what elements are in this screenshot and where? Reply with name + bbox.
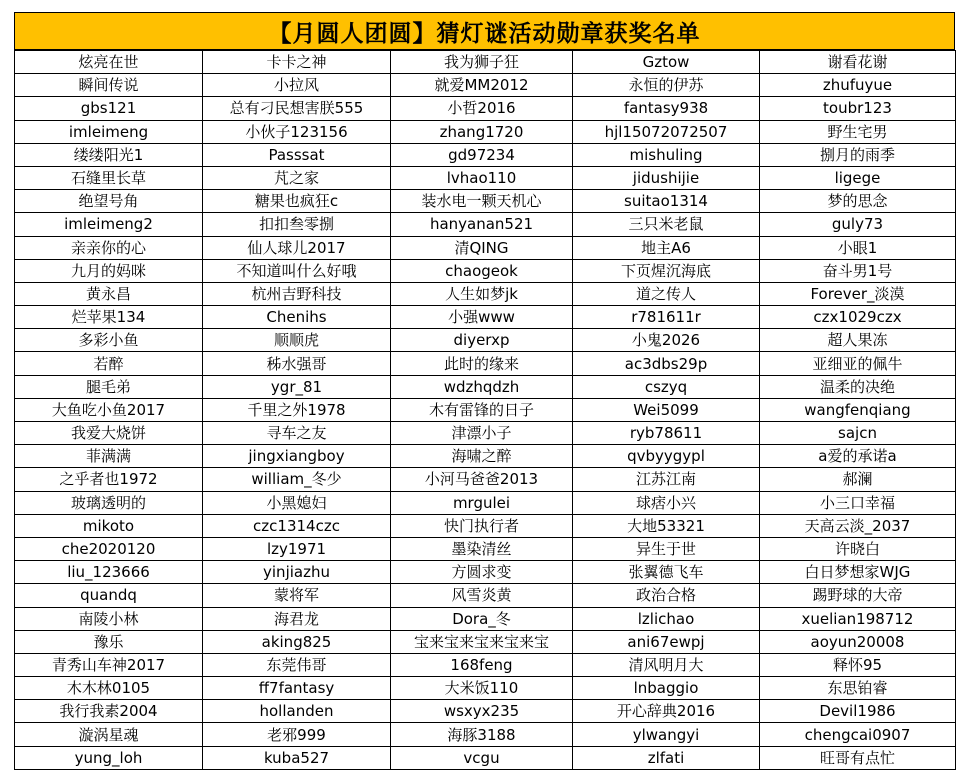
winner-name-cell: 缕缕阳光1: [15, 143, 203, 166]
winner-name-cell: 亚细亚的佩牛: [760, 352, 956, 375]
winner-name-cell: zhang1720: [391, 120, 573, 143]
winner-name-cell: chengcai0907: [760, 723, 956, 746]
winner-name-cell: 糖果也疯狂c: [203, 190, 391, 213]
winner-name-cell: liu_123666: [15, 561, 203, 584]
winner-name-cell: 玻璃透明的: [15, 491, 203, 514]
winner-name-cell: r781611r: [573, 306, 760, 329]
table-row: [15, 282, 956, 305]
winner-name-cell: 下页煋沉海底: [573, 259, 760, 282]
winner-name-cell: yinjiazhu: [203, 561, 391, 584]
table-row: [15, 398, 956, 421]
winner-name-cell: 就爱MM2012: [391, 74, 573, 97]
winner-name-cell: 寻车之友: [203, 422, 391, 445]
winner-name-cell: 政治合格: [573, 584, 760, 607]
winner-name-cell: lnbaggio: [573, 677, 760, 700]
winner-name-cell: 秭水强哥: [203, 352, 391, 375]
winner-name-cell: 九月的妈咪: [15, 259, 203, 282]
winner-name-cell: 小强www: [391, 306, 573, 329]
winner-name-cell: lzy1971: [203, 537, 391, 560]
winner-name-cell: 腿毛弟: [15, 375, 203, 398]
winner-name-cell: ff7fantasy: [203, 677, 391, 700]
winner-name-cell: 球痞小兴: [573, 491, 760, 514]
winners-sheet: [14, 12, 955, 770]
table-row: [15, 329, 956, 352]
winner-name-cell: 扣扣叁零捌: [203, 213, 391, 236]
winner-name-cell: jingxiangboy: [203, 445, 391, 468]
winner-name-cell: 南陵小林: [15, 607, 203, 630]
winner-name-cell: 芃之家: [203, 166, 391, 189]
winner-name-cell: kuba527: [203, 746, 391, 769]
table-row: [15, 723, 956, 746]
winner-name-cell: a爱的承诺a: [760, 445, 956, 468]
winner-name-cell: yung_loh: [15, 746, 203, 769]
winner-name-cell: 小黑媳妇: [203, 491, 391, 514]
winner-name-cell: 方圆求变: [391, 561, 573, 584]
table-row: [15, 166, 956, 189]
winner-name-cell: 木有雷锋的日子: [391, 398, 573, 421]
winner-name-cell: 卡卡之神: [203, 51, 391, 74]
table-row: [15, 746, 956, 769]
table-row: [15, 514, 956, 537]
winner-name-cell: 不知道叫什么好哦: [203, 259, 391, 282]
winner-name-cell: wangfenqiang: [760, 398, 956, 421]
winner-name-cell: jidushijie: [573, 166, 760, 189]
table-row: [15, 306, 956, 329]
winner-name-cell: 开心辞典2016: [573, 700, 760, 723]
winner-name-cell: 菲满满: [15, 445, 203, 468]
winner-name-cell: Gztow: [573, 51, 760, 74]
winner-name-cell: Wei5099: [573, 398, 760, 421]
winner-name-cell: 宝来宝来宝来宝来宝: [391, 630, 573, 653]
winner-name-cell: 清风明月大: [573, 653, 760, 676]
winner-name-cell: 三只米老鼠: [573, 213, 760, 236]
winner-name-cell: 烂苹果134: [15, 306, 203, 329]
winner-name-cell: 千里之外1978: [203, 398, 391, 421]
table-row: [15, 352, 956, 375]
winner-name-cell: ac3dbs29p: [573, 352, 760, 375]
winner-name-cell: 小三口幸福: [760, 491, 956, 514]
winner-name-cell: mikoto: [15, 514, 203, 537]
winner-name-cell: 杭州吉野科技: [203, 282, 391, 305]
winner-name-cell: 之乎者也1972: [15, 468, 203, 491]
winner-name-cell: 小伙子123156: [203, 120, 391, 143]
table-row: [15, 259, 956, 282]
winner-name-cell: 人生如梦jk: [391, 282, 573, 305]
winner-name-cell: ani67ewpj: [573, 630, 760, 653]
winner-name-cell: 奋斗男1号: [760, 259, 956, 282]
winner-name-cell: 小拉风: [203, 74, 391, 97]
winner-name-cell: 168feng: [391, 653, 573, 676]
winner-name-cell: 此时的缘来: [391, 352, 573, 375]
winner-name-cell: 仙人球儿2017: [203, 236, 391, 259]
winner-name-cell: 我行我素2004: [15, 700, 203, 723]
winner-name-cell: 小河马爸爸2013: [391, 468, 573, 491]
winner-name-cell: 大鱼吃小鱼2017: [15, 398, 203, 421]
winner-name-cell: 木木林0105: [15, 677, 203, 700]
table-row: [15, 120, 956, 143]
winner-name-cell: sajcn: [760, 422, 956, 445]
winner-name-cell: 许晓白: [760, 537, 956, 560]
winner-name-cell: wdzhqdzh: [391, 375, 573, 398]
winners-table: [14, 50, 956, 770]
table-row: [15, 607, 956, 630]
winner-name-cell: 东莞伟哥: [203, 653, 391, 676]
winner-name-cell: vcgu: [391, 746, 573, 769]
winner-name-cell: hjl15072072507: [573, 120, 760, 143]
winner-name-cell: 永恒的伊苏: [573, 74, 760, 97]
table-row: [15, 491, 956, 514]
winner-name-cell: 多彩小鱼: [15, 329, 203, 352]
table-row: [15, 190, 956, 213]
winner-name-cell: 绝望号角: [15, 190, 203, 213]
table-row: [15, 213, 956, 236]
winner-name-cell: 大米饭110: [391, 677, 573, 700]
winner-name-cell: lzlichao: [573, 607, 760, 630]
winner-name-cell: lvhao110: [391, 166, 573, 189]
winner-name-cell: diyerxp: [391, 329, 573, 352]
winner-name-cell: 旺哥有点忙: [760, 746, 956, 769]
winner-name-cell: 释怀95: [760, 653, 956, 676]
winner-name-cell: xuelian198712: [760, 607, 956, 630]
winner-name-cell: qvbyygypl: [573, 445, 760, 468]
winner-name-cell: hanyanan521: [391, 213, 573, 236]
winner-name-cell: 漩涡星魂: [15, 723, 203, 746]
winner-name-cell: aoyun20008: [760, 630, 956, 653]
table-row: [15, 422, 956, 445]
winner-name-cell: 我爱大烧饼: [15, 422, 203, 445]
winner-name-cell: 谢看花谢: [760, 51, 956, 74]
winner-name-cell: 黄永昌: [15, 282, 203, 305]
table-row: [15, 143, 956, 166]
winner-name-cell: ligege: [760, 166, 956, 189]
sheet-title: 【月圆人团圆】猜灯谜活动勋章获奖名单: [14, 12, 955, 50]
winner-name-cell: 东思铂睿: [760, 677, 956, 700]
winner-name-cell: 若醉: [15, 352, 203, 375]
winner-name-cell: 江苏江南: [573, 468, 760, 491]
winner-name-cell: 超人果冻: [760, 329, 956, 352]
winner-name-cell: zhufuyue: [760, 74, 956, 97]
winner-name-cell: czx1029czx: [760, 306, 956, 329]
winner-name-cell: quandq: [15, 584, 203, 607]
winner-name-cell: mishuling: [573, 143, 760, 166]
winner-name-cell: Chenihs: [203, 306, 391, 329]
winner-name-cell: ryb78611: [573, 422, 760, 445]
winner-name-cell: 蒙将军: [203, 584, 391, 607]
winner-name-cell: 装水电一颗天机心: [391, 190, 573, 213]
winner-name-cell: gbs121: [15, 97, 203, 120]
table-row: [15, 677, 956, 700]
winner-name-cell: Passsat: [203, 143, 391, 166]
winner-name-cell: 温柔的决绝: [760, 375, 956, 398]
table-row: [15, 537, 956, 560]
table-row: [15, 700, 956, 723]
winner-name-cell: toubr123: [760, 97, 956, 120]
table-row: [15, 445, 956, 468]
winner-name-cell: Forever_淡漠: [760, 282, 956, 305]
winner-name-cell: 墨染清丝: [391, 537, 573, 560]
winner-name-cell: 顺顺虎: [203, 329, 391, 352]
winner-name-cell: fantasy938: [573, 97, 760, 120]
winner-name-cell: wsxyx235: [391, 700, 573, 723]
table-row: [15, 236, 956, 259]
winner-name-cell: 石缝里长草: [15, 166, 203, 189]
winner-name-cell: 亲亲你的心: [15, 236, 203, 259]
table-row: [15, 561, 956, 584]
winner-name-cell: 风雪炎黄: [391, 584, 573, 607]
winners-table-body: [15, 51, 956, 770]
table-row: [15, 468, 956, 491]
winner-name-cell: zlfati: [573, 746, 760, 769]
winner-name-cell: 老邪999: [203, 723, 391, 746]
winner-name-cell: 总有刁民想害朕555: [203, 97, 391, 120]
winner-name-cell: 地主A6: [573, 236, 760, 259]
winner-name-cell: 小哲2016: [391, 97, 573, 120]
winner-name-cell: 清QING: [391, 236, 573, 259]
winner-name-cell: 海君龙: [203, 607, 391, 630]
winner-name-cell: 白日梦想家WJG: [760, 561, 956, 584]
table-row: [15, 630, 956, 653]
winner-name-cell: suitao1314: [573, 190, 760, 213]
winner-name-cell: 异生于世: [573, 537, 760, 560]
winner-name-cell: ylwangyi: [573, 723, 760, 746]
winner-name-cell: 张翼德飞车: [573, 561, 760, 584]
winner-name-cell: 梦的思念: [760, 190, 956, 213]
winner-name-cell: 道之传人: [573, 282, 760, 305]
winner-name-cell: 青秀山车神2017: [15, 653, 203, 676]
winner-name-cell: czc1314czc: [203, 514, 391, 537]
winner-name-cell: 津漂小子: [391, 422, 573, 445]
winner-name-cell: imleimeng2: [15, 213, 203, 236]
winner-name-cell: 小鬼2026: [573, 329, 760, 352]
winner-name-cell: imleimeng: [15, 120, 203, 143]
winner-name-cell: 海啸之醉: [391, 445, 573, 468]
table-row: [15, 653, 956, 676]
winner-name-cell: cszyq: [573, 375, 760, 398]
winner-name-cell: ygr_81: [203, 375, 391, 398]
table-row: [15, 97, 956, 120]
winner-name-cell: william_冬少: [203, 468, 391, 491]
winner-name-cell: 炫亮在世: [15, 51, 203, 74]
winner-name-cell: Dora_冬: [391, 607, 573, 630]
winner-name-cell: chaogeok: [391, 259, 573, 282]
winner-name-cell: 天高云淡_2037: [760, 514, 956, 537]
table-row: [15, 51, 956, 74]
winner-name-cell: aking825: [203, 630, 391, 653]
winner-name-cell: hollanden: [203, 700, 391, 723]
table-row: [15, 74, 956, 97]
winner-name-cell: 海豚3188: [391, 723, 573, 746]
winner-name-cell: Devil1986: [760, 700, 956, 723]
winner-name-cell: 郝澜: [760, 468, 956, 491]
table-row: [15, 584, 956, 607]
winner-name-cell: 野生宅男: [760, 120, 956, 143]
table-row: [15, 375, 956, 398]
winner-name-cell: mrgulei: [391, 491, 573, 514]
winner-name-cell: 踢野球的大帝: [760, 584, 956, 607]
winner-name-cell: 大地53321: [573, 514, 760, 537]
winner-name-cell: gd97234: [391, 143, 573, 166]
winner-name-cell: 我为狮子狂: [391, 51, 573, 74]
winner-name-cell: che2020120: [15, 537, 203, 560]
winner-name-cell: 瞬间传说: [15, 74, 203, 97]
winner-name-cell: 捌月的雨季: [760, 143, 956, 166]
winner-name-cell: guly73: [760, 213, 956, 236]
winner-name-cell: 小眼1: [760, 236, 956, 259]
winner-name-cell: 快门执行者: [391, 514, 573, 537]
winner-name-cell: 豫乐: [15, 630, 203, 653]
